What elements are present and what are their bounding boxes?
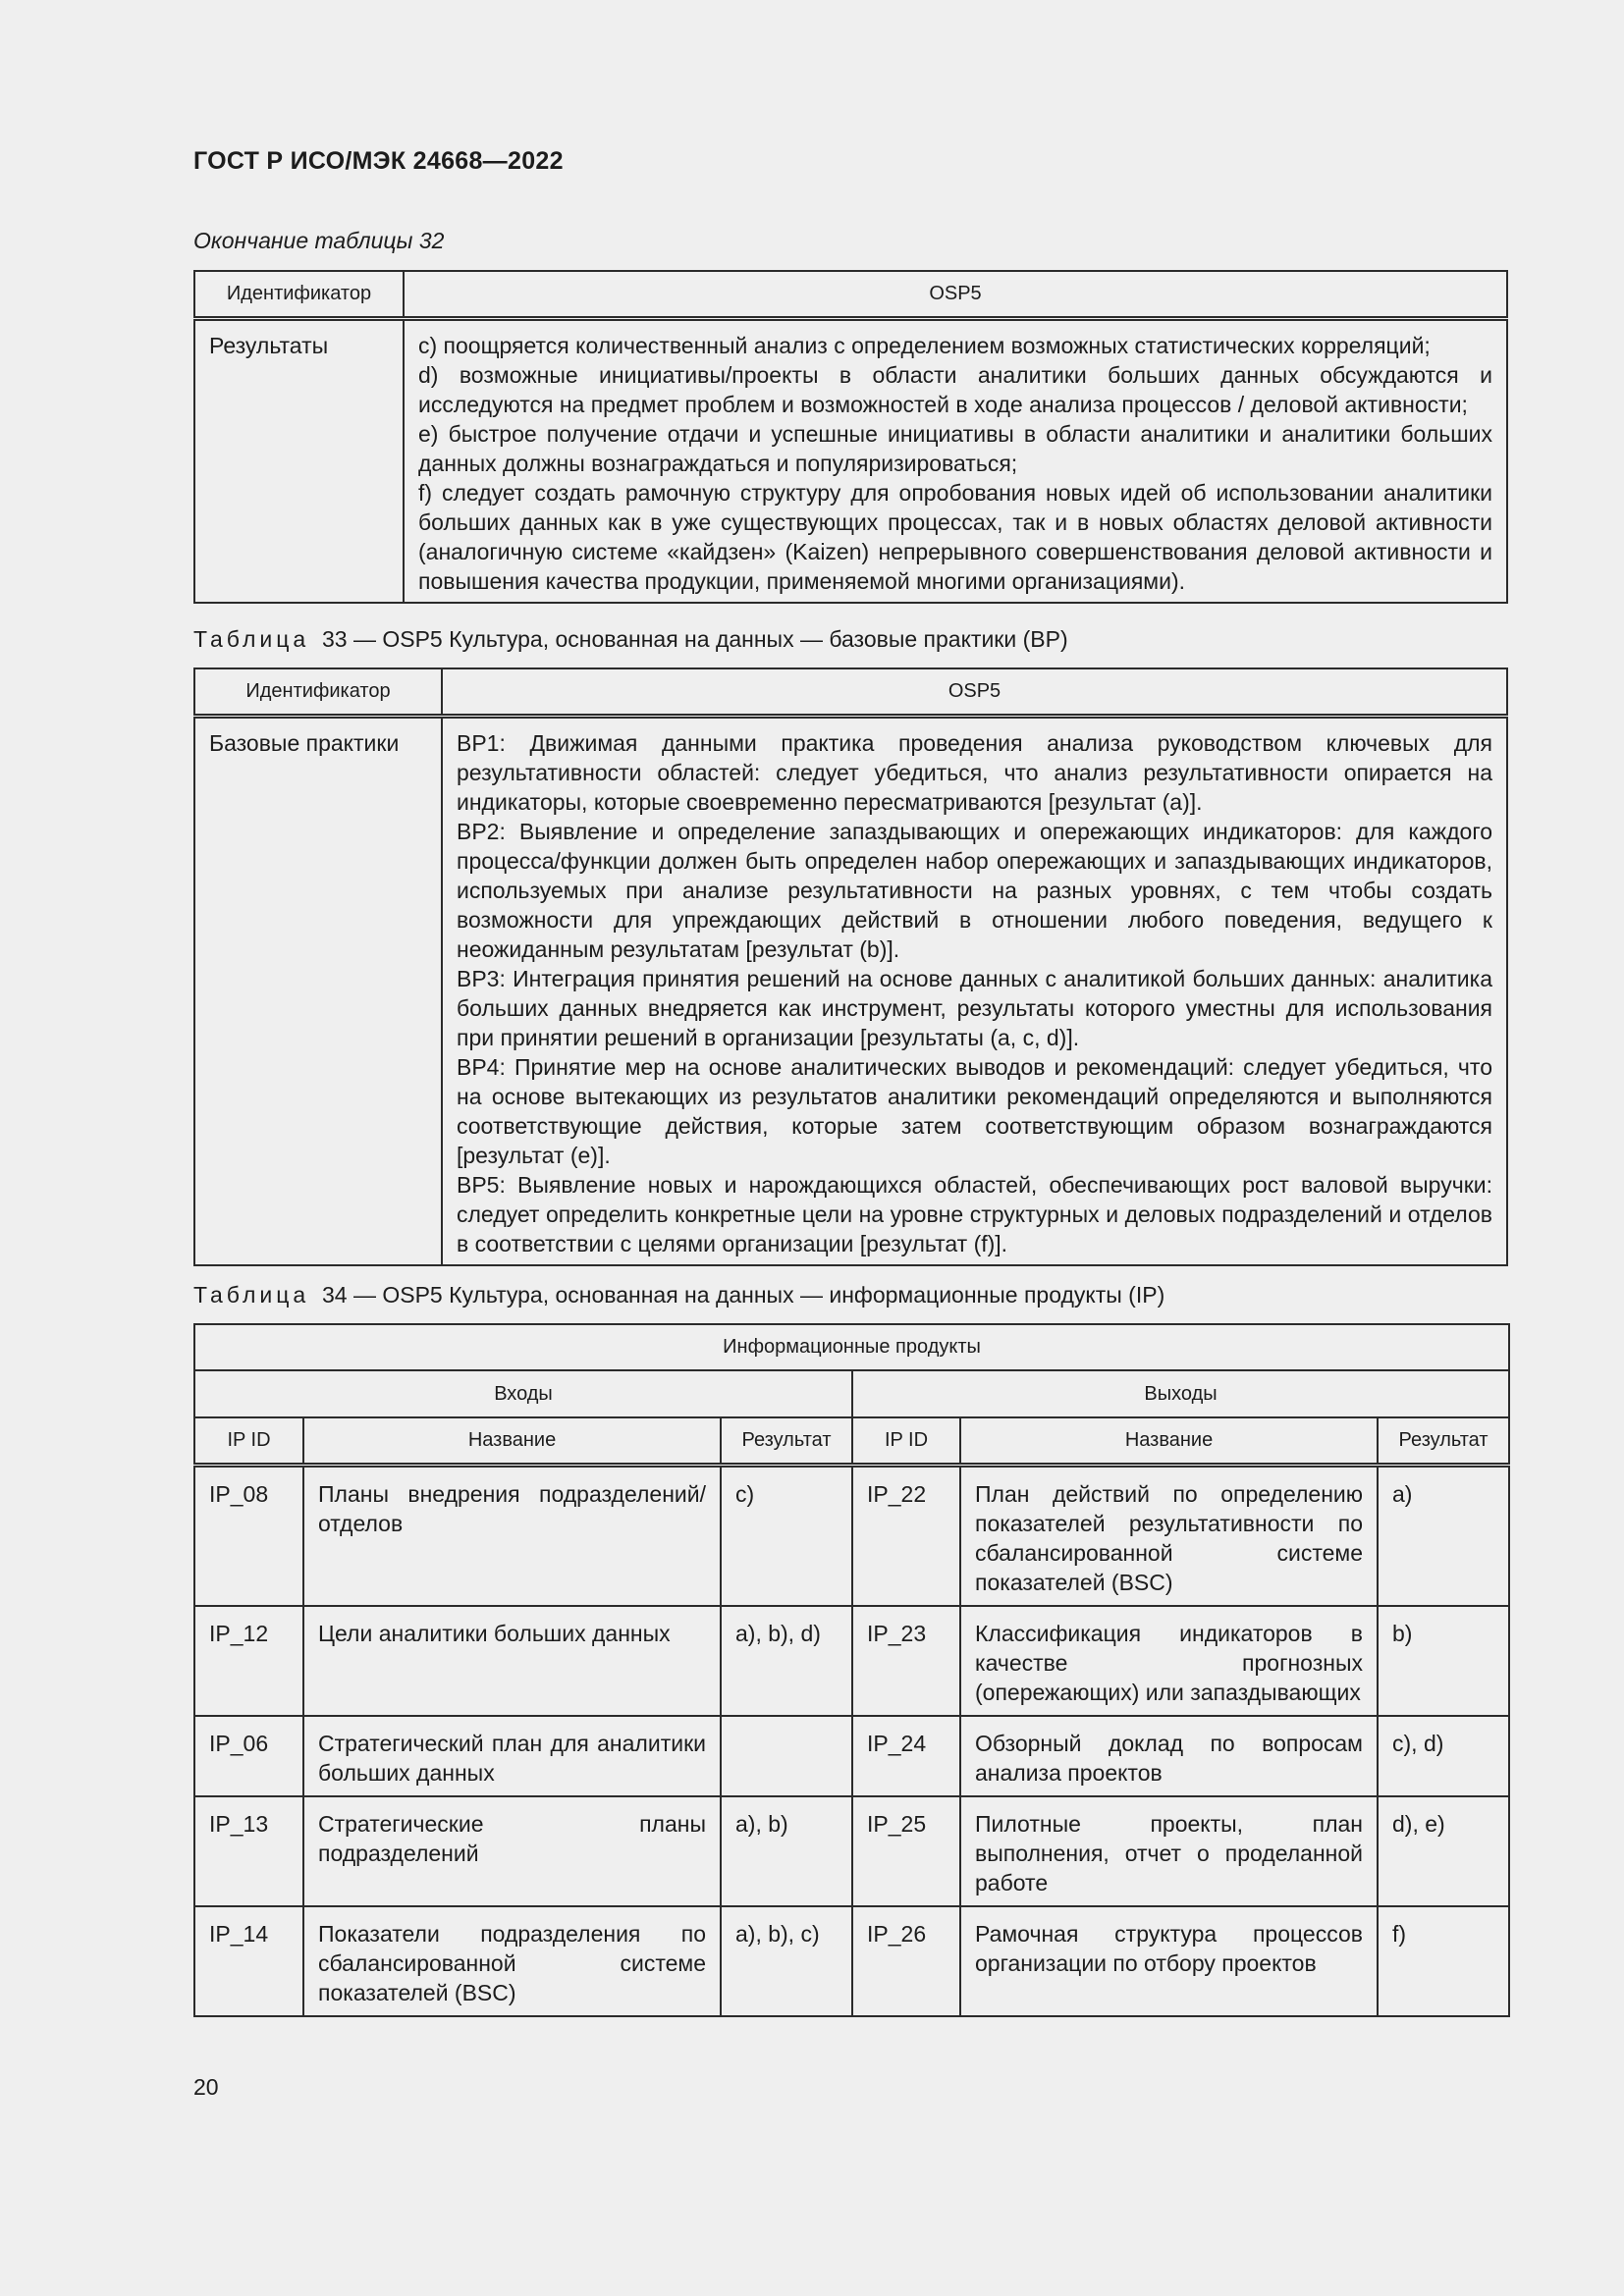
out-ip-result: a) [1378,1465,1509,1606]
out-ip-result: d), e) [1378,1796,1509,1906]
document-header: ГОСТ Р ИСО/МЭК 24668—2022 [193,147,564,175]
out-ip-id: IP_25 [852,1796,960,1906]
table32-item: c) поощряется количественный анализ с определением возможных статистических корреляций; [418,332,1431,358]
table33-practice: BP5: Выявление новых и нарождающихся областей, обеспечивающих рост валовой выручки: следует определить конкретные цели на уровне структурных и деловых подразделений и отделов в соответствии с целями организации [результат (f)]. [457,1171,1492,1256]
out-ip-id: IP_24 [852,1716,960,1796]
table33-col-identifier: Идентификатор [194,668,442,716]
table34-col-in-id: IP ID [194,1417,303,1465]
out-ip-result: b) [1378,1606,1509,1716]
table33-caption-text: 33 — OSP5 Культура, основанная на данных — базовые практики (BP) [321,626,1068,652]
table32-row-label: Результаты [194,318,404,603]
in-ip-id: IP_14 [194,1906,303,2016]
table33-practice: BP3: Интеграция принятия решений на основе данных с аналитикой больших данных: аналитика больших данных внедряется как инструмент, результаты которого уместны для использования при принятии решений в организации [результаты (a, c, d)]. [457,965,1492,1050]
table34-header: Информационные продукты [194,1324,1509,1370]
in-ip-result [721,1716,852,1796]
out-ip-name: Пилотные проекты, план выполнения, отчет о проделанной работе [960,1796,1378,1906]
table33-practice: BP2: Выявление и определение запаздывающих и опережающих индикаторов: для каждого процесса/функции должен быть определен набор опережающих и запаздывающих индикаторов, используемых при анализе результативности на разных уровнях, с тем чтобы создать возможности для упреждающих действий в отношении любого поведения, ведущего к неожиданным результатам [результат (b)]. [457,818,1492,962]
table33-caption [193,626,1068,653]
out-ip-name: План действий по определению показателей результативности по сбалансированной системе показателей (BSC) [960,1465,1378,1606]
in-ip-name: Показатели подразделения по сбалансированной системе показателей (BSC) [303,1906,721,2016]
out-ip-name: Классификация индикаторов в качестве прогнозных (опережающих) или запаздывающих [960,1606,1378,1716]
table34-col-out-id: IP ID [852,1417,960,1465]
in-ip-name: Стратегический план для аналитики больших данных [303,1716,721,1796]
table34-outputs-header: Выходы [852,1370,1509,1417]
out-ip-id: IP_22 [852,1465,960,1606]
table34-col-out-result: Результат [1378,1417,1509,1465]
table34-group-row [194,1370,1509,1417]
table34-row [194,1606,1509,1716]
table33-row-label: Базовые практики [194,716,442,1265]
in-ip-id: IP_12 [194,1606,303,1716]
table-33 [193,667,1508,1266]
table32-header-row [194,271,1507,318]
table33-caption-prefix: Таблица [193,626,310,652]
out-ip-name: Обзорный доклад по вопросам анализа проектов [960,1716,1378,1796]
table34-row [194,1796,1509,1906]
out-ip-id: IP_23 [852,1606,960,1716]
out-ip-id: IP_26 [852,1906,960,2016]
table32-item: e) быстрое получение отдачи и успешные инициативы в области аналитики и аналитики больших данных должны вознаграждаться и популяризироваться; [418,420,1492,476]
table33-practice: BP1: Движимая данными практика проведения анализа руководством ключевых для результативности областей: следует убедиться, что анализ результативности опирается на индикаторы, которые своевременно пересматриваются [результат (a)]. [457,729,1492,815]
in-ip-result: a), b), d) [721,1606,852,1716]
in-ip-name: Стратегические планы подразделений [303,1796,721,1906]
out-ip-result: f) [1378,1906,1509,2016]
table33-practice: BP4: Принятие мер на основе аналитических выводов и рекомендаций: следует убедиться, что на основе вытекающих из результатов аналитики рекомендаций определяются и выполняются соответствующие действия, которые затем соответствующим образом вознаграждаются [результат (e)]. [457,1053,1492,1168]
table32-item: d) возможные инициативы/проекты в области аналитики больших данных обсуждаются и исследуются на предмет проблем и возможностей в ходе анализа процессов / деловой активности; [418,361,1492,417]
table33-practices-cell [442,716,1507,1265]
page-number: 20 [193,2074,219,2100]
table34-col-in-result: Результат [721,1417,852,1465]
table34-row [194,1906,1509,2016]
table32-col-identifier: Идентификатор [194,271,404,318]
table34-col-out-name: Название [960,1417,1378,1465]
out-ip-result: c), d) [1378,1716,1509,1796]
out-ip-name: Рамочная структура процессов организации по отбору проектов [960,1906,1378,2016]
table34-inputs-header: Входы [194,1370,852,1417]
table-32 [193,270,1508,604]
in-ip-id: IP_13 [194,1796,303,1906]
in-ip-result: a), b) [721,1796,852,1906]
table34-row [194,1716,1509,1796]
table34-caption-text: 34 — OSP5 Культура, основанная на данных — информационные продукты (IP) [321,1282,1165,1308]
table33-practices-row [194,716,1507,1265]
table34-title-row [194,1324,1509,1370]
in-ip-result: a), b), c) [721,1906,852,2016]
table34-col-in-name: Название [303,1417,721,1465]
in-ip-name: Планы внедрения подразделений/отделов [303,1465,721,1606]
table33-header-row [194,668,1507,716]
table32-results-cell [404,318,1507,603]
in-ip-name: Цели аналитики больших данных [303,1606,721,1716]
table34-row [194,1465,1509,1606]
table33-col-value: OSP5 [442,668,1507,716]
in-ip-id: IP_06 [194,1716,303,1796]
table32-results-row [194,318,1507,603]
table32-continuation-caption: Окончание таблицы 32 [193,228,445,253]
table-34 [193,1323,1510,2017]
table32-col-value: OSP5 [404,271,1507,318]
in-ip-result: c) [721,1465,852,1606]
in-ip-id: IP_08 [194,1465,303,1606]
table34-caption [193,1282,1164,1308]
table32-item: f) следует создать рамочную структуру для опробования новых идей об использовании аналитики больших данных как в уже существующих процессах, так и в новых областях деловой активности (аналогичную системе «кайдзен» (Kaizen) непрерывного совершенствования деловой активности и повышения качества продукции, применяемой многими организациями). [418,479,1492,594]
table34-caption-prefix: Таблица [193,1282,310,1308]
table34-columns-row [194,1417,1509,1465]
